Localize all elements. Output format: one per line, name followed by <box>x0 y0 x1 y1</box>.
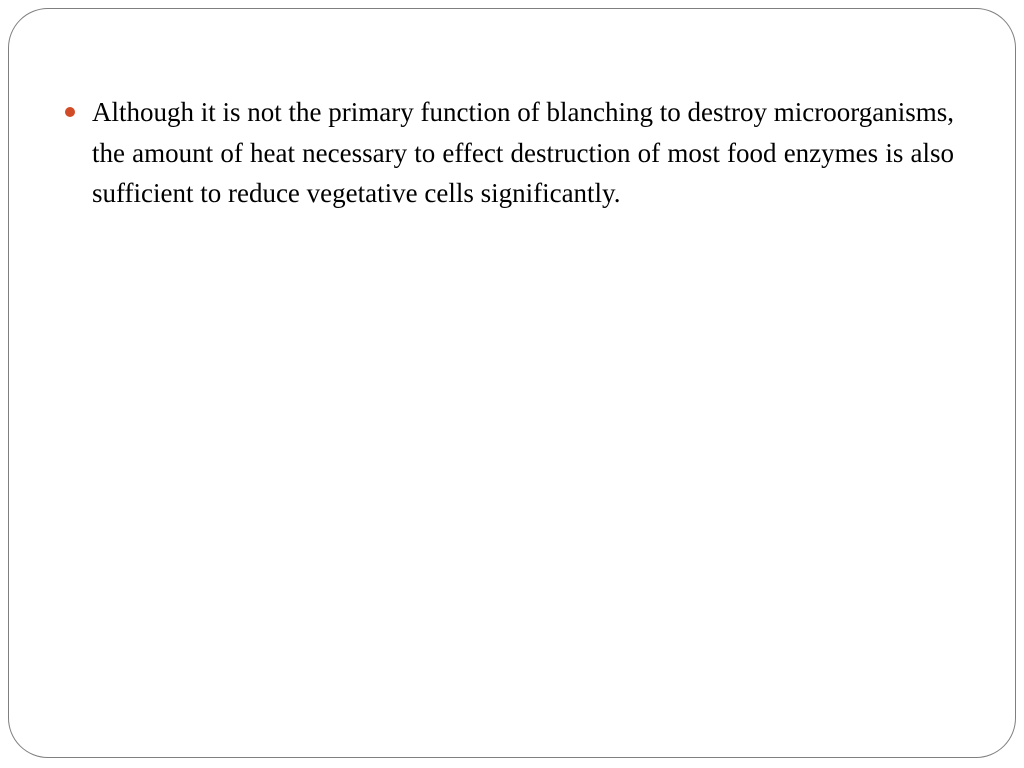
bullet-dot-icon <box>65 107 75 117</box>
bullet-text: Although it is not the primary function of blanching to destroy microorganisms, the amount of heat necessary to effect destruction of most food enzymes is also sufficient to reduce vegetative cells significantly. <box>92 97 954 208</box>
bullet-item <box>92 92 954 214</box>
bullet-list <box>92 92 954 214</box>
